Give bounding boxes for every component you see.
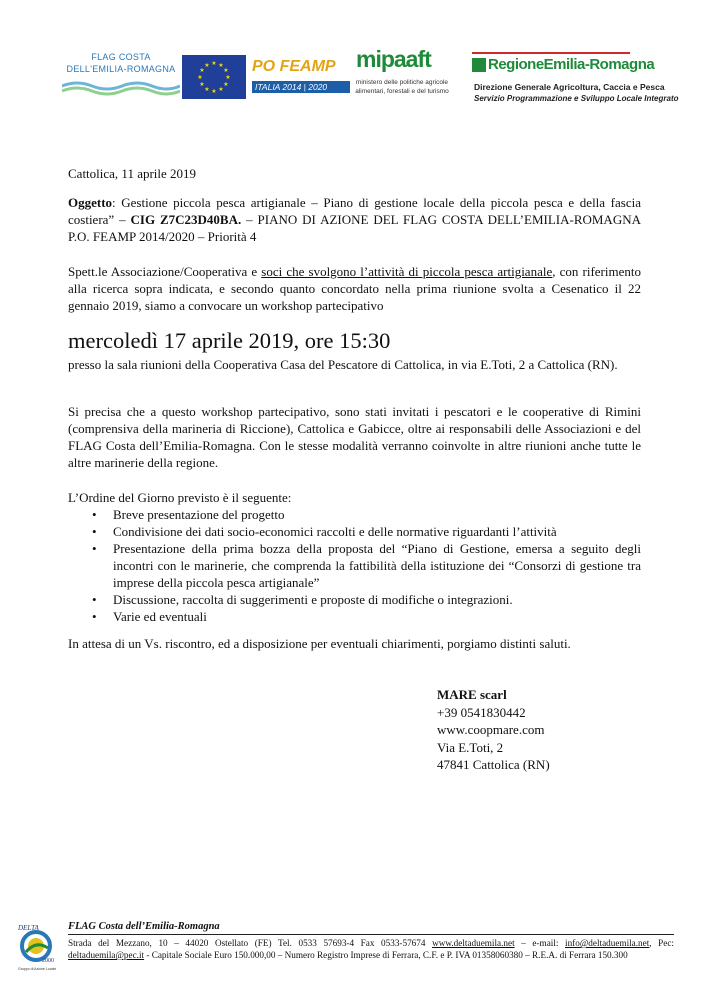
delta-logo-text: DELTA — [18, 924, 39, 932]
footer-email-label: – e-mail: — [514, 938, 566, 948]
mipaaft-subtitle: ministero delle politiche agricole alimentari, forestali e del turismo — [355, 79, 449, 95]
footer-website-link[interactable]: www.deltaduemila.net — [432, 938, 515, 948]
eu-stars-icon — [182, 55, 246, 99]
addressee-text-end: , con riferimento alla ricerca sopra indicata, e secondo quanto concordato nella prima riunione svolta a Cesenatico il 22 gennaio 2019, siamo a convocare un workshop partecipativo — [68, 264, 641, 313]
signature-city: 47841 Cattolica (RN) — [437, 757, 550, 772]
svg-text:★: ★ — [218, 86, 224, 93]
agenda-item: • Presentazione della prima bozza della proposta del “Piano di Gestione, emersa a seguito degli incontri con le marinerie, che comprenda la fattibilità della istituzione dei “Consorzi di gestione tra imprese della piccola pesca artigianale” — [92, 540, 641, 591]
agenda-intro: L’Ordine del Giorno previsto è il seguente: — [68, 490, 292, 505]
closing-paragraph: In attesa di un Vs. riscontro, ed a disposizione per eventuali chiarimenti, porgiamo distinti saluti. — [68, 636, 571, 651]
delta-2000-emblem-icon — [16, 922, 60, 972]
svg-text:★: ★ — [199, 81, 205, 88]
footer-company-info: - Capitale Sociale Euro 150.000,00 – Numero Registro Imprese di Ferrara, C.F. e P. IVA 01358060380 – R.E.A. di Ferrara 150.300 — [144, 950, 628, 960]
subject-text-end: – PIANO DI AZIONE DEL FLAG COSTA DELL’EMILIA-ROMAGNA P.O. FEAMP 2014/2020 – Priorità 4 — [68, 212, 641, 244]
rer-direzione: Direzione Generale Agricoltura, Caccia e Pesca — [474, 82, 665, 92]
svg-text:★: ★ — [204, 62, 210, 69]
rer-title: RegioneEmilia-Romagna — [488, 56, 655, 73]
agenda-item: • Breve presentazione del progetto — [92, 506, 641, 523]
subject-cig: CIG Z7C23D40BA. — [130, 212, 242, 227]
agenda-item: • Varie ed eventuali — [92, 608, 641, 625]
signature-phone: +39 0541830442 — [437, 704, 526, 720]
svg-text:★: ★ — [223, 67, 229, 74]
invitees-paragraph: Si precisa che a questo workshop partecipativo, sono stati invitati i pescatori e le cooperative di Rimini (comprensiva della marineria di Riccione), Cattolica e Gabicce, oltre ai responsabili delle Associazioni e del FLAG Costa dell’Emilia-Romagna. Con le stesse modalità verranno coinvolte in altre riunioni anche tutte le altre marinerie della regione. — [68, 404, 641, 470]
mipaaft-title: mipaaft — [356, 46, 431, 72]
subject-paragraph — [68, 194, 641, 245]
rer-red-bar — [472, 52, 630, 54]
agenda-list — [92, 506, 641, 625]
flag-logo-line1: FLAG COSTA — [91, 52, 151, 62]
meeting-location: presso la sala riunioni della Cooperativa Casa del Pescatore di Cattolica, in via E.Toti, 2 a Cattolica (RN). — [68, 357, 618, 372]
flag-costa-logo — [62, 48, 180, 98]
agenda-item: • Condivisione dei dati socio-economici raccolti e delle normative riguardanti l’attività — [92, 523, 641, 540]
flag-logo-line2: DELL'EMILIA-ROMAGNA — [66, 64, 176, 74]
footer-email-link[interactable]: info@deltaduemila.net — [565, 938, 650, 948]
mipaaft-logo — [352, 48, 450, 102]
po-feamp-logo — [252, 58, 348, 100]
po-feamp-subtitle: ITALIA 2014 | 2020 — [252, 81, 350, 93]
footer-contacts — [68, 937, 674, 961]
footer-title: FLAG Costa dell’Emilia-Romagna — [68, 921, 220, 932]
eu-flag-logo — [182, 55, 246, 99]
wave-icon — [62, 78, 180, 96]
po-feamp-title: PO FEAMP — [252, 58, 336, 75]
signature-name: MARE scarl — [437, 687, 507, 702]
svg-text:★: ★ — [211, 88, 217, 95]
footer-address: Strada del Mezzano, 10 – 44020 Ostellato (FE) Tel. 0533 57693-4 Fax 0533-57674 — [68, 938, 433, 948]
svg-text:★: ★ — [211, 60, 217, 67]
footer-divider — [68, 934, 674, 935]
rer-emblem-icon — [472, 58, 486, 72]
subject-text: : Gestione piccola pesca artigianale – Piano di gestione locale della piccola pesca e della fascia costiera” – — [68, 195, 641, 227]
delta-logo-caption: Gruppo di Azione Locale — [18, 967, 57, 971]
footer-pec-link[interactable]: deltaduemila@pec.it — [68, 950, 145, 960]
svg-text:★: ★ — [218, 62, 224, 69]
signature-website[interactable]: www.coopmare.com — [437, 722, 545, 737]
delta-2000-logo — [16, 922, 60, 972]
svg-text:★: ★ — [223, 81, 229, 88]
svg-text:★: ★ — [197, 74, 203, 81]
regione-emilia-romagna-logo — [472, 52, 679, 110]
addressee-underlined: soci che svolgono l’attività di piccola pesca artigianale — [261, 264, 553, 279]
subject-label: Oggetto — [68, 195, 113, 210]
svg-text:★: ★ — [204, 86, 210, 93]
signature-block — [437, 686, 550, 774]
signature-address: Via E.Toti, 2 — [437, 739, 504, 755]
addressee-text: Spett.le Associazione/Cooperativa e — [68, 264, 262, 279]
rer-servizio: Servizio Programmazione e Sviluppo Locale Integrato — [474, 94, 679, 103]
letter-date: Cattolica, 11 aprile 2019 — [68, 166, 197, 181]
svg-text:★: ★ — [225, 74, 231, 81]
agenda-item: • Discussione, raccolta di suggerimenti e proposte di modifiche o integrazioni. — [92, 591, 641, 608]
svg-text:★: ★ — [199, 67, 205, 74]
meeting-datetime: mercoledì 17 aprile 2019, ore 15:30 — [68, 328, 391, 353]
footer-pec-label: , Pec: — [649, 938, 674, 948]
addressee-paragraph — [68, 263, 641, 314]
delta-logo-year: 2000 — [42, 958, 54, 964]
